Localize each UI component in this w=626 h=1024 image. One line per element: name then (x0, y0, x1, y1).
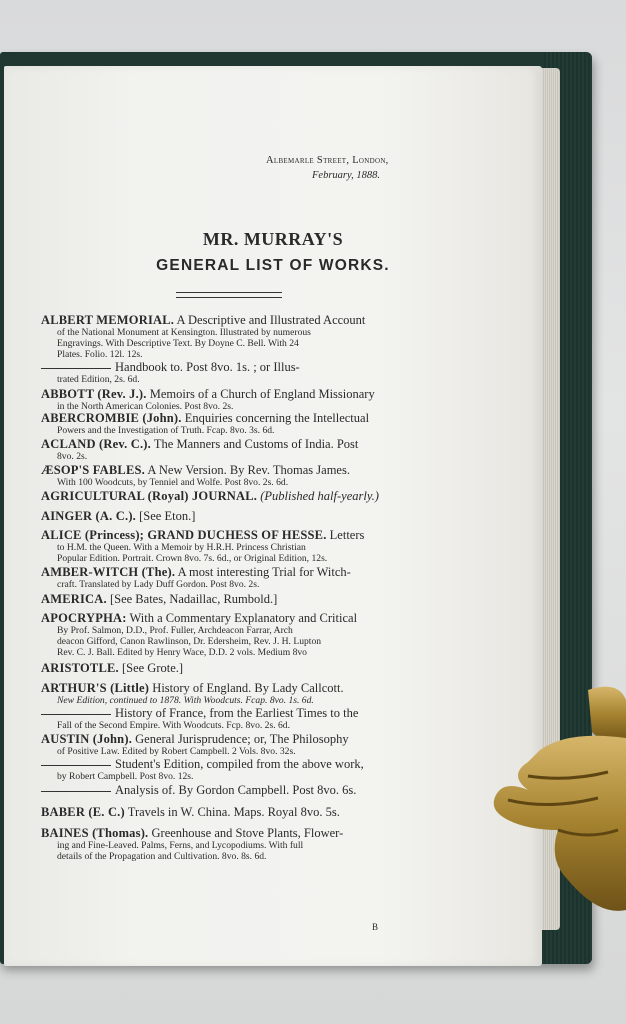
entry-text: [See Eton.] (139, 509, 196, 523)
entry-head: ABERCROMBIE (John). (41, 411, 182, 425)
list-entry (41, 361, 419, 385)
list-entry (41, 758, 419, 782)
list-entry (41, 707, 419, 731)
list-entry (41, 314, 419, 360)
entry-text: [See Grote.] (121, 661, 184, 675)
entry-text: Travels in W. China. Maps. Royal 8vo. 5s. (127, 805, 340, 819)
entry-text: History of England. By Lady Callcott. (152, 681, 344, 695)
entry-cont: trated Edition, 2s. 6d. (57, 374, 140, 385)
entry-head: AGRICULTURAL (Royal) JOURNAL. (41, 489, 258, 503)
entry-text: Letters (329, 528, 365, 542)
entry-text: Analysis of. By Gordon Campbell. Post 8vo. 6s. (115, 783, 357, 797)
entry-text: Greenhouse and Stove Plants, Flower- (151, 826, 344, 840)
entry-cont: Engravings. With Descriptive Text. By Doyne C. Bell. With 24 (57, 338, 299, 349)
entry-head: BAINES (Thomas). (41, 826, 149, 840)
entry-head: APOCRYPHA: (41, 611, 127, 625)
list-entry (41, 464, 419, 488)
entry-text: (Published half-yearly.) (260, 489, 379, 503)
entry-cont: Rev. C. J. Ball. Edited by Henry Wace, D.D. 2 vols. Medium 8vo (57, 647, 307, 658)
entry-cont: Popular Edition. Portrait. Crown 8vo. 7s. 6d., or Original Edition, 12s. (57, 553, 328, 564)
entry-head: AMBER-WITCH (The). (41, 565, 176, 579)
brass-bookend-ornament (488, 680, 626, 916)
list-entry (41, 388, 419, 412)
entry-text: A New Version. By Rev. Thomas James. (147, 463, 350, 477)
list-entry (41, 490, 419, 503)
entry-head: ARISTOTLE. (41, 661, 119, 675)
list-entry (41, 566, 419, 590)
entry-head: ACLAND (Rev. C.). (41, 437, 151, 451)
entry-text: The Manners and Customs of India. Post (153, 437, 359, 451)
entry-head: AMERICA. (41, 592, 107, 606)
entry-text: A most interesting Trial for Witch- (177, 565, 351, 579)
book-page (4, 66, 542, 966)
entry-text: General Jurisprudence; or, The Philosophy (135, 732, 349, 746)
entry-cont: ing and Fine-Leaved. Palms, Ferns, and Lycopodiums. With full (57, 840, 304, 851)
entry-text: Memoirs of a Church of England Missionary (149, 387, 375, 401)
entry-text: With a Commentary Explanatory and Critical (129, 611, 358, 625)
entry-cont: Fall of the Second Empire. With Woodcuts. Fcp. 8vo. 2s. 6d. (57, 720, 290, 731)
list-entry (41, 412, 419, 436)
entry-text: [See Bates, Nadaillac, Rumbold.] (109, 592, 278, 606)
ditto-dash (41, 714, 111, 715)
entry-text: Handbook to. Post 8vo. 1s. ; or Illus- (115, 360, 300, 374)
entry-cont: details of the Propagation and Cultivation. 8vo. 8s. 6d. (57, 851, 267, 862)
header-place: Albemarle Street, London, (266, 155, 389, 166)
entry-cont: By Prof. Salmon, D.D., Prof. Fuller, Archdeacon Farrar, Arch (57, 625, 293, 636)
entry-cont: of Positive Law. Edited by Robert Campbell. 2 Vols. 8vo. 32s. (57, 746, 296, 757)
entry-cont: With 100 Woodcuts, by Tenniel and Wolfe. Post 8vo. 2s. 6d. (57, 477, 289, 488)
ditto-dash (41, 765, 111, 766)
list-entry (41, 784, 419, 797)
entry-cont: deacon Gifford, Canon Rawlinson, Dr. Edersheim, Rev. J. H. Lupton (57, 636, 322, 647)
list-entry (41, 438, 419, 462)
entry-cont: 8vo. 2s. (57, 451, 88, 462)
entry-cont: New Edition, continued to 1878. With Woodcuts. Fcap. 8vo. 1s. 6d. (57, 695, 314, 706)
list-entry (41, 612, 419, 658)
entry-head: BABER (E. C.) (41, 805, 125, 819)
entry-head: ARTHUR'S (Little) (41, 681, 150, 695)
list-entry (41, 682, 419, 706)
entry-cont: Plates. Folio. 12l. 12s. (57, 349, 143, 360)
entry-head: AUSTIN (John). (41, 732, 133, 746)
entry-text: Enquiries concerning the Intellectual (184, 411, 370, 425)
entry-head: ÆSOP'S FABLES. (41, 463, 145, 477)
entry-head: AINGER (A. C.). (41, 509, 137, 523)
list-entry (41, 662, 419, 675)
entry-cont: Powers and the Investigation of Truth. Fcap. 8vo. 3s. 6d. (57, 425, 275, 436)
entry-text: History of France, from the Earliest Times to the (115, 706, 359, 720)
list-entry (41, 510, 419, 523)
list-entry (41, 733, 419, 757)
entry-head: ABBOTT (Rev. J.). (41, 387, 147, 401)
signature-mark: B (372, 922, 379, 932)
ditto-dash (41, 791, 111, 792)
entry-text: Student's Edition, compiled from the above work, (115, 757, 364, 771)
page-title: MR. MURRAY'S (202, 229, 344, 249)
list-entry (41, 806, 419, 819)
list-entry (41, 529, 419, 564)
entry-head: ALICE (Princess); GRAND DUCHESS OF HESSE. (41, 528, 327, 542)
entry-cont: in the North American Colonies. Post 8vo. 2s. (57, 401, 234, 412)
entry-head: ALBERT MEMORIAL. (41, 313, 175, 327)
entry-text: A Descriptive and Illustrated Account (176, 313, 366, 327)
double-rule (176, 292, 282, 298)
entry-cont: craft. Translated by Lady Duff Gordon. Post 8vo. 2s. (57, 579, 260, 590)
ditto-dash (41, 368, 111, 369)
entry-cont: by Robert Campbell. Post 8vo. 12s. (57, 771, 194, 782)
header-date: February, 1888. (312, 170, 380, 181)
page-subtitle: GENERAL LIST OF WORKS. (156, 257, 390, 274)
entry-cont: to H.M. the Queen. With a Memoir by H.R.H. Princess Christian (57, 542, 306, 553)
list-entry (41, 827, 419, 862)
list-entry (41, 593, 419, 606)
entry-cont: of the National Monument at Kensington. Illustrated by numerous (57, 327, 311, 338)
